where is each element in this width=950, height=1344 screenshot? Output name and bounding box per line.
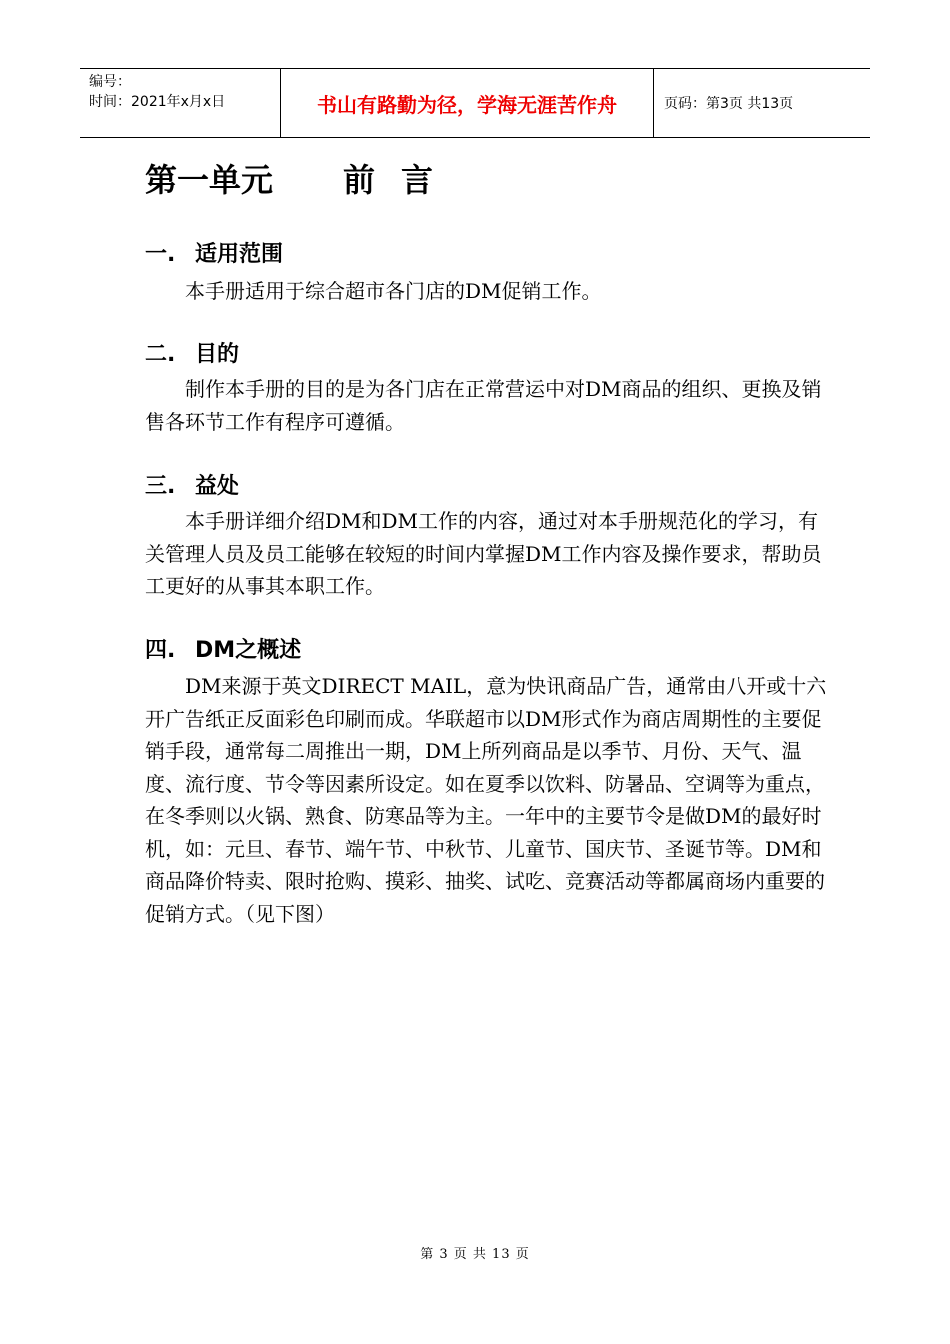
header-page-info: 页码：第3页 共13页 — [664, 96, 794, 112]
header-date: 时间：2021年x月x日 — [89, 94, 226, 110]
header-meta — [80, 69, 281, 137]
section-body-scope: 本手册适用于综合超市各门店的DM促销工作。 — [185, 279, 602, 303]
page-title — [145, 158, 459, 202]
section-title: DM之概述 — [195, 638, 302, 663]
section-heading-scope — [145, 240, 283, 270]
section-number: 四. — [145, 638, 176, 663]
section-heading-purpose — [145, 340, 239, 370]
section-body-dm-overview: DM来源于英文DIRECT MAIL，意为快讯商品广告，通常由八开或十六开广告纸正反面彩色印刷而成。华联超市以DM形式作为商店周期性的主要促销手段，通常每二周推出一期，DM上所列商品是以季节、月份、天气、温度、流行度、节令等因素所设定。如在夏季以饮料、防暑品、空调等为重点，在冬季则以火锅、熟食、防寒品等为主。一年中的主要节令是做DM的最好时机，如：元旦、春节、端午节、中秋节、儿童节、国庆节、圣诞节等。DM和商品降价特卖、限时抢购、摸彩、抽奖、试吃、竞赛活动等都属商场内重要的促销方式。（见下图） — [145, 674, 827, 926]
page-footer: 第 3 页 共 13 页 — [420, 1247, 530, 1262]
header-motto: 书山有路勤为径，学海无涯苦作舟 — [281, 69, 654, 137]
page-header — [80, 68, 870, 138]
section-body-purpose: 制作本手册的目的是为各门店在正常营运中对DM商品的组织、更换及销售各环节工作有程序可遵循。 — [145, 377, 822, 434]
title-unit: 第一单元 — [145, 161, 274, 199]
section-heading-dm-overview — [145, 636, 301, 666]
section-title: 益处 — [195, 474, 240, 499]
section-title: 适用范围 — [195, 242, 284, 267]
title-name: 前言 — [343, 161, 460, 199]
section-heading-benefits — [145, 472, 239, 502]
section-body-benefits: 本手册详细介绍DM和DM工作的内容，通过对本手册规范化的学习，有关管理人员及员工能够在较短的时间内掌握DM工作内容及操作要求，帮助员工更好的从事其本职工作。 — [145, 509, 822, 598]
section-number: 三. — [145, 474, 176, 499]
section-title: 目的 — [195, 342, 240, 367]
header-number-label: 编号： — [89, 74, 131, 90]
section-number: 一. — [145, 242, 176, 267]
section-number: 二. — [145, 342, 176, 367]
